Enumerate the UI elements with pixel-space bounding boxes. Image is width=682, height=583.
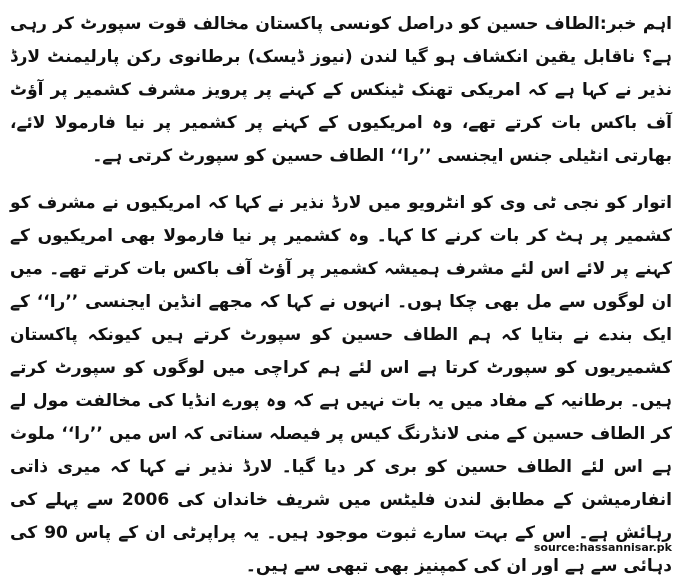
article-paragraph-1 — [10, 8, 672, 173]
source-credit: source:hassannisar.pk — [533, 541, 672, 554]
article-paragraph-2 — [10, 187, 672, 583]
paragraph-2-text: اتوار کو نجی ٹی وی کو انٹرویو میں لارڈ نذیر نے کہا کہ امریکیوں نے مشرف کو کشمیر پر ہٹ کر بات کرنے کا کہا۔ وہ کشمیر پر نیا فارمولا بھی امریکیوں کے کہنے پر لائے اس لئے مشرف ہمیشہ کشمیر پر آؤٹ آف باکس بات کرتے تھے۔ میں ان لوگوں سے مل بھی چکا ہوں۔ انہوں نے کہا کہ مجھے انڈین ایجنسی ’’را‘‘ کے ایک بندے نے بتایا کہ ہم الطاف حسین کو سپورٹ کرتے ہیں کیونکہ پاکستان کشمیریوں کو سپورٹ کرتا ہے اس لئے ہم کراچی میں لوگوں کو سپورٹ کرتے ہیں۔ برطانیہ کے مفاد میں یہ بات نہیں ہے کہ وہ پورے انڈیا کی مخالفت مول لے کر الطاف حسین کے منی لانڈرنگ کیس پر فیصلہ سناتی کہ اس میں ’’را‘‘ ملوث ہے اس لئے الطاف حسین کو بری کر دیا گیا۔ لارڈ نذیر نے کہا کہ میری ذاتی انفارمیشن کے مطابق لندن فلیٹس میں شریف خاندان کی 2006 سے پہلے کی رہائش ہے۔ اس کے بہت سارے ثبوت موجود ہیں۔ یہ پراپرٹی ان کے پاس 90 کی دہائی سے ہے اور ان کی کمپنیز بھی تبھی سے ہیں۔ — [10, 193, 673, 576]
paragraph-1-text: الطاف حسین کو دراصل کونسی پاکستان مخالف قوت سپورٹ کر رہی ہے؟ ناقابل یقین انکشاف ہو گیا لندن (نیوز ڈیسک) برطانوی رکن پارلیمنٹ لارڈ نذیر نے کہا ہے کہ امریکی تھنک ٹینکس کے کہنے پر پرویز مشرف کشمیر پر آؤٹ آف باکس بات کرتے تھے، وہ امریکیوں کے کہنے پر کشمیر پر نیا فارمولا لائے، بھارتی انٹیلی جنس ایجنسی ’’را‘‘ الطاف حسین کو سپورٹ کرتی ہے۔ — [10, 14, 672, 166]
headline-prefix: اہم خبر: — [599, 14, 672, 34]
article-body — [10, 8, 673, 576]
